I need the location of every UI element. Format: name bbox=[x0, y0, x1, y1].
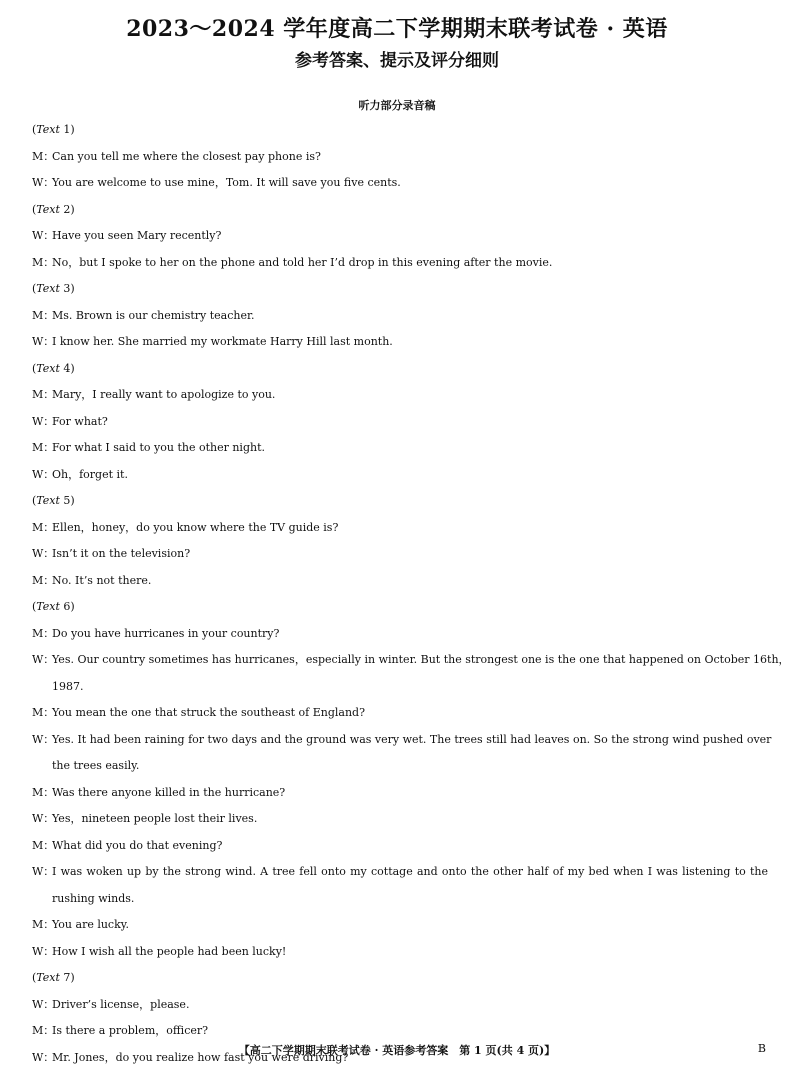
dialogue-text: Do you have hurricanes in your country? bbox=[52, 625, 768, 651]
speaker-label: M： bbox=[32, 386, 52, 412]
speaker-label: W： bbox=[32, 545, 52, 571]
document-subtitle: 参考答案、提示及评分细则 bbox=[0, 46, 794, 71]
dialogue-text: No. It’s not there. bbox=[52, 572, 768, 598]
dialogue-text: Yes，nineteen people lost their lives. bbox=[52, 810, 768, 836]
dialogue-line bbox=[32, 412, 768, 439]
speaker-label: W： bbox=[32, 810, 52, 836]
dialogue-text: 1987. bbox=[52, 678, 768, 704]
dialogue-line bbox=[32, 306, 768, 333]
speaker-label bbox=[32, 678, 52, 704]
text-tag: (Text 7) bbox=[32, 969, 75, 995]
text-number-label bbox=[32, 200, 768, 227]
dialogue-text: Yes. It had been raining for two days and the ground was very wet. The trees still had leaves on. So the strong wind pushed over bbox=[52, 731, 771, 757]
dialogue-text: Mary，I really want to apologize to you. bbox=[52, 386, 768, 412]
paper-version-letter: B bbox=[758, 1042, 766, 1055]
speaker-label: M： bbox=[32, 439, 52, 465]
dialogue-line-continuation bbox=[32, 756, 768, 783]
dialogue-text: Ms. Brown is our chemistry teacher. bbox=[52, 307, 768, 333]
speaker-label: W： bbox=[32, 466, 52, 492]
speaker-label bbox=[32, 757, 52, 783]
speaker-label: M： bbox=[32, 916, 52, 942]
dialogue-text: I was woken up by the strong wind. A tree fell onto my cottage and onto the other half of my bed when I was listening to the bbox=[52, 863, 768, 889]
dialogue-line bbox=[32, 571, 768, 598]
speaker-label: W： bbox=[32, 863, 52, 889]
speaker-label: W： bbox=[32, 996, 52, 1022]
dialogue-text: Can you tell me where the closest pay phone is? bbox=[52, 148, 768, 174]
speaker-label: W： bbox=[32, 174, 52, 200]
text-number-label bbox=[32, 491, 768, 518]
dialogue-text: Driver’s license，please. bbox=[52, 996, 768, 1022]
text-number-label bbox=[32, 597, 768, 624]
dialogue-line bbox=[32, 226, 768, 253]
dialogue-line bbox=[32, 942, 768, 969]
dialogue-text: Ellen，honey，do you know where the TV guide is? bbox=[52, 519, 768, 545]
dialogue-text: Mr. Jones，do you realize how fast you were driving? bbox=[52, 1049, 768, 1074]
text-number-label bbox=[32, 279, 768, 306]
dialogue-text: Is there a problem，officer? bbox=[52, 1022, 768, 1048]
dialogue-line bbox=[32, 465, 768, 492]
speaker-label: W： bbox=[32, 943, 52, 969]
dialogue-line bbox=[32, 809, 768, 836]
speaker-label: W： bbox=[32, 731, 52, 757]
speaker-label: W： bbox=[32, 413, 52, 439]
text-tag: (Text 6) bbox=[32, 598, 75, 624]
text-tag: (Text 5) bbox=[32, 492, 75, 518]
speaker-label: M： bbox=[32, 519, 52, 545]
dialogue-text: For what I said to you the other night. bbox=[52, 439, 768, 465]
text-number-label bbox=[32, 968, 768, 995]
dialogue-text: You are lucky. bbox=[52, 916, 768, 942]
dialogue-text: Have you seen Mary recently? bbox=[52, 227, 768, 253]
speaker-label: M： bbox=[32, 704, 52, 730]
dialogue-text: No，but I spoke to her on the phone and told her I’d drop in this evening after the movie. bbox=[52, 254, 768, 280]
text-number-label bbox=[32, 120, 768, 147]
speaker-label: M： bbox=[32, 1022, 52, 1048]
text-tag: (Text 3) bbox=[32, 280, 75, 306]
dialogue-line bbox=[32, 995, 768, 1022]
dialogue-text: What did you do that evening? bbox=[52, 837, 768, 863]
speaker-label: W： bbox=[32, 227, 52, 253]
dialogue-line bbox=[32, 836, 768, 863]
dialogue-text: How I wish all the people had been lucky! bbox=[52, 943, 768, 969]
text-tag: (Text 4) bbox=[32, 360, 75, 386]
page-footer: 【高二下学期期末联考试卷 · 英语参考答案 第 1 页(共 4 页)】 bbox=[0, 1042, 794, 1058]
speaker-label: M： bbox=[32, 307, 52, 333]
speaker-label: M： bbox=[32, 254, 52, 280]
speaker-label: M： bbox=[32, 784, 52, 810]
dialogue-line bbox=[32, 650, 768, 677]
dialogue-line bbox=[32, 730, 768, 757]
speaker-label: M： bbox=[32, 148, 52, 174]
dialogue-line bbox=[32, 253, 768, 280]
dialogue-text: I know her. She married my workmate Harry Hill last month. bbox=[52, 333, 768, 359]
speaker-label: M： bbox=[32, 625, 52, 651]
dialogue-line-continuation bbox=[32, 889, 768, 916]
dialogue-line bbox=[32, 518, 768, 545]
text-number-label bbox=[32, 359, 768, 386]
speaker-label: W： bbox=[32, 651, 52, 677]
dialogue-line bbox=[32, 438, 768, 465]
dialogue-text: Isn’t it on the television? bbox=[52, 545, 768, 571]
dialogue-line bbox=[32, 544, 768, 571]
dialogue-text: For what? bbox=[52, 413, 768, 439]
dialogue-text: rushing winds. bbox=[52, 890, 768, 916]
dialogue-line bbox=[32, 703, 768, 730]
dialogue-text: the trees easily. bbox=[52, 757, 768, 783]
speaker-label: M： bbox=[32, 572, 52, 598]
dialogue-line bbox=[32, 783, 768, 810]
dialogue-line bbox=[32, 624, 768, 651]
speaker-label bbox=[32, 890, 52, 916]
text-tag: (Text 2) bbox=[32, 201, 75, 227]
dialogue-text: You mean the one that struck the southeast of England? bbox=[52, 704, 768, 730]
dialogue-line bbox=[32, 173, 768, 200]
dialogue-line bbox=[32, 385, 768, 412]
dialogue-line bbox=[32, 147, 768, 174]
document-title: 2023～2024 学年度高二下学期期末联考试卷 · 英语 bbox=[0, 12, 794, 43]
section-heading: 听力部分录音稿 bbox=[0, 97, 794, 113]
transcript-body bbox=[32, 120, 768, 1074]
speaker-label: M： bbox=[32, 837, 52, 863]
dialogue-line bbox=[32, 862, 768, 889]
text-tag: (Text 1) bbox=[32, 121, 75, 147]
dialogue-line bbox=[32, 915, 768, 942]
dialogue-text: You are welcome to use mine，Tom. It will save you five cents. bbox=[52, 174, 768, 200]
dialogue-text: Was there anyone killed in the hurricane? bbox=[52, 784, 768, 810]
dialogue-text: Yes. Our country sometimes has hurricanes，especially in winter. But the strongest one is the one that happened on October 16th， bbox=[52, 651, 790, 677]
speaker-label: W： bbox=[32, 1049, 52, 1074]
speaker-label: W： bbox=[32, 333, 52, 359]
dialogue-line-continuation bbox=[32, 677, 768, 704]
dialogue-text: Oh，forget it. bbox=[52, 466, 768, 492]
dialogue-line bbox=[32, 332, 768, 359]
